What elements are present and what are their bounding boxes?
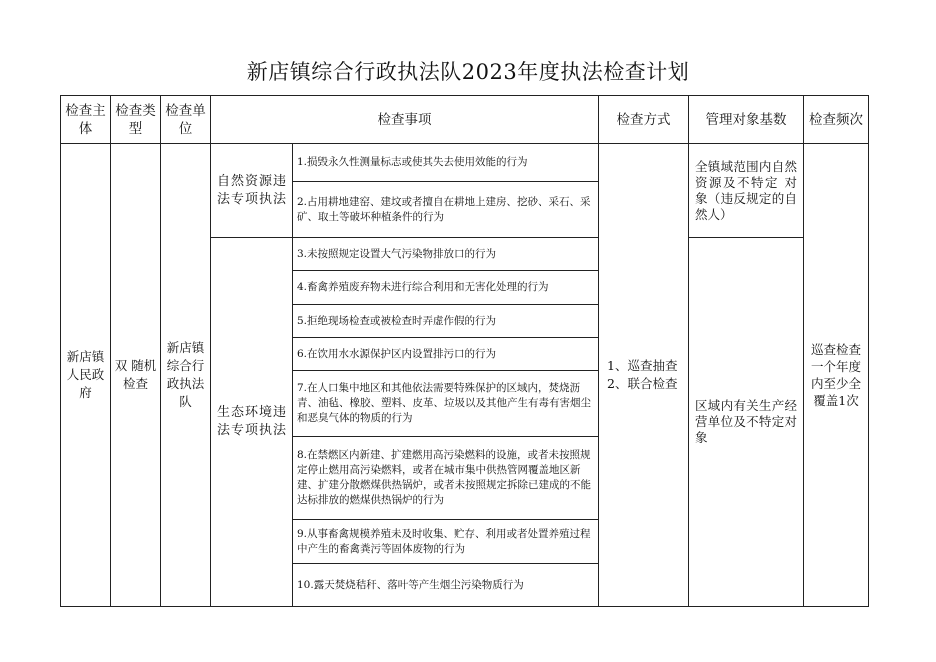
- list-item: 1.损毁永久性测量标志或使其失去使用效能的行为: [293, 144, 599, 182]
- category-ecological-environment: 生态环境违 法专项执法: [211, 238, 293, 607]
- list-item: 10.露天焚烧秸秆、落叶等产生烟尘污染物质行为: [293, 564, 599, 607]
- method-item: 1、巡查抽查: [607, 358, 678, 373]
- page-title: 新店镇综合行政执法队2023年度执法检查计划: [246, 60, 690, 84]
- list-item: 2.占用耕地建窑、建坟或者擅自在耕地上建房、挖砂、采石、采矿、取土等破坏种植条件的行为: [293, 182, 599, 238]
- unit-cell: 新店镇综合行政执法队: [161, 144, 211, 607]
- header-type: 检查类型: [111, 96, 161, 144]
- base-ecological-environment: 区域内有关生产经营单位及不特定对象: [689, 238, 804, 607]
- header-unit: 检查单位: [161, 96, 211, 144]
- list-item: 6.在饮用水水源保护区内设置排污口的行为: [293, 338, 599, 371]
- header-items: 检查事项: [211, 96, 599, 144]
- list-item: 9.从事畜禽规模养殖未及时收集、贮存、利用或者处置养殖过程中产生的畜禽粪污等固体废物的行为: [293, 520, 599, 564]
- header-frequency: 检查频次: [804, 96, 869, 144]
- table-header-row: [61, 96, 869, 144]
- list-item: 4.畜禽养殖废弃物未进行综合利用和无害化处理的行为: [293, 271, 599, 305]
- header-method: 检查方式: [599, 96, 689, 144]
- header-subject: 检查主体: [61, 96, 111, 144]
- category-natural-resources: 自然资源违 法专项执法: [211, 144, 293, 238]
- list-item: 7.在人口集中地区和其他依法需要特殊保护的区域内，焚烧沥青、油毡、橡胶、塑料、皮革、垃圾以及其他产生有毒有害烟尘和恶臭气体的物质的行为: [293, 371, 599, 437]
- method-cell: [599, 144, 689, 607]
- check-type-cell: 双 随机检查: [111, 144, 161, 607]
- base-natural-resources: 全镇域范围内自然资源及不特定 对象（违反规定的自然人）: [689, 144, 804, 238]
- inspection-plan-table: [60, 95, 869, 607]
- list-item: 5.拒绝现场检查或被检查时弄虚作假的行为: [293, 305, 599, 338]
- list-item: 3.未按照规定设置大气污染物排放口的行为: [293, 238, 599, 271]
- header-base: 管理对象基数: [689, 96, 804, 144]
- table-row: [61, 144, 869, 182]
- method-item: 2、联合检查: [607, 376, 678, 391]
- list-item: 8.在禁燃区内新建、扩建燃用高污染燃料的设施，或者未按照规定停止燃用高污染燃料，或者在城市集中供热管网覆盖地区新建、扩建分散燃煤供热锅炉，或者未按照规定拆除已建成的不能达标排放的燃煤供热锅炉的行为: [293, 437, 599, 520]
- frequency-cell: 巡查检查一个年度内至少全覆盖1次: [804, 144, 869, 607]
- subject-cell: 新店镇人民政府: [61, 144, 111, 607]
